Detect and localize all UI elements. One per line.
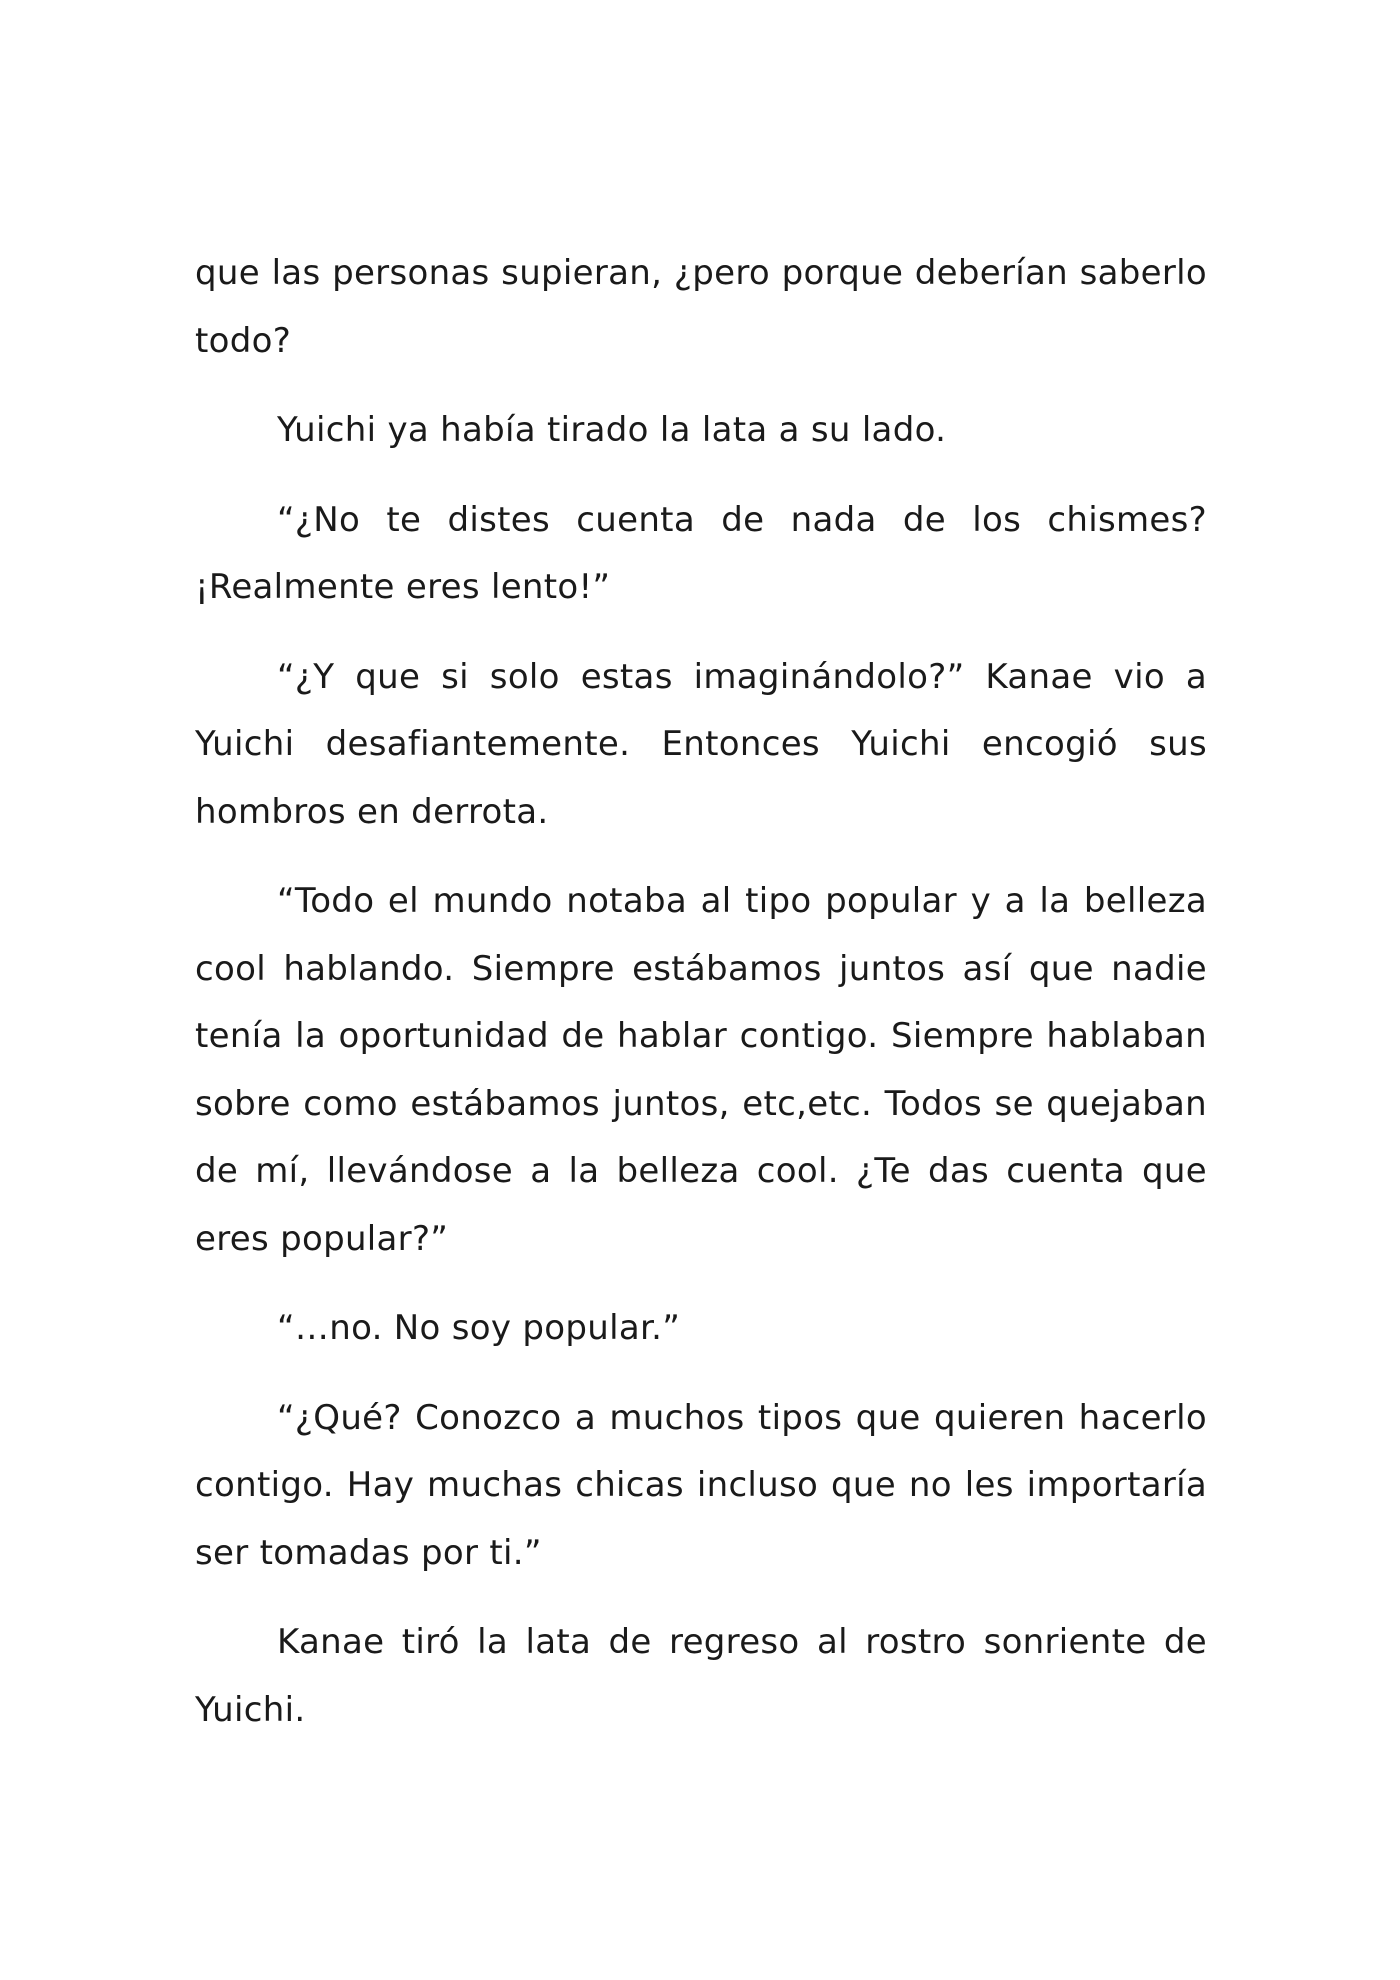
paragraph: “Todo el mundo notaba al tipo popular y a la belleza cool hablando. Siempre estábamos juntos así que nadie tenía la oportunidad de hablar contigo. Siempre hablaban sobre como estábamos juntos, etc,etc. Todos se quejaban de mí, llevándose a la belleza cool. ¿Te das cuenta que eres popular?” (195, 881, 1207, 1259)
paragraph: “…no. No soy popular.” (277, 1308, 681, 1348)
paragraph: que las personas supieran, ¿pero porque deberían saberlo todo? (195, 253, 1207, 361)
paragraph: “¿Qué? Conozco a muchos tipos que quieren hacerlo contigo. Hay muchas chicas incluso que no les importaría ser tomadas por ti.” (195, 1397, 1207, 1573)
paragraph: “¿Y que si solo estas imaginándolo?” Kanae vio a Yuichi desafiantemente. Entonces Yuichi encogió sus hombros en derrota. (195, 656, 1207, 832)
paragraph: “¿No te distes cuenta de nada de los chismes? ¡Realmente eres lento!” (195, 499, 1207, 607)
paragraph: Yuichi ya había tirado la lata a su lado. (277, 410, 947, 450)
body-text (195, 240, 1207, 1766)
paragraph: Kanae tiró la lata de regreso al rostro sonriente de Yuichi. (195, 1622, 1207, 1730)
